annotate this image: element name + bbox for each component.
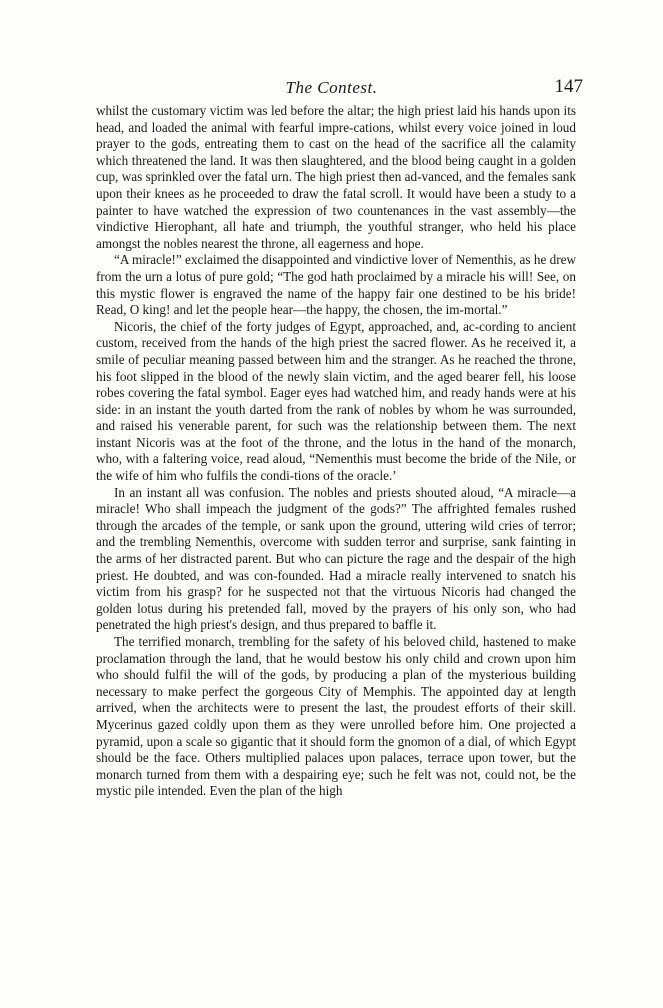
paragraph: “A miracle!” exclaimed the disappointed and vindictive lover of Nementhis, as he drew from the urn a lotus of pure gold; “The god hath proclaimed by a miracle his will! See, on this mystic flower is engraved the name of the happy fair one destined to be his bride! Read, O king! and let the people hear—the happy, the chosen, the im-mortal.” [96, 252, 576, 318]
paragraph: whilst the customary victim was led before the altar; the high priest laid his hands upon its head, and loaded the animal with fearful impre-cations, whilst every voice joined in loud prayer to the gods, entreating them to cast on the head of the sacrifice all the calamity which threatened the land. It was then slaughtered, and the blood being caught in a golden cup, was sprinkled over the fatal urn. The high priest then ad-vanced, and the females sank upon their knees as he proceeded to draw the fatal scroll. It would have been a study to a painter to have watched the expression of two countenances in the vast assembly—the vindictive Hierophant, all hate and triumph, the youthful stranger, who held his place amongst the nobles nearest the throne, all eagerness and hope. [96, 103, 576, 251]
body-text [96, 103, 576, 800]
paragraph: The terrified monarch, trembling for the safety of his beloved child, hastened to make proclamation through the land, that he would bestow his only child and crown upon him who should fulfil the will of the gods, by producing a plan of the mysterious building necessary to make perfect the gorgeous City of Memphis. The appointed day at length arrived, when the architects were to present the last, the proudest efforts of their skill. Mycerinus gazed coldly upon them as they were unrolled before him. One projected a pyramid, upon a scale so gigantic that it should form the gnomon of a dial, of which Egypt should be the face. Others multiplied palaces upon palaces, terrace upon tower, but the monarch turned from them with a despairing eye; such he felt was not, could not, be the mystic pile intended. Even the plan of the high [96, 634, 576, 799]
paragraph: In an instant all was confusion. The nobles and priests shouted aloud, “A miracle—a miracle! Who shall impeach the judgment of the gods?” The affrighted females rushed through the arcades of the temple, or sank upon the ground, uttering wild cries of terror; and the trembling Nementhis, overcome with sudden terror and surprise, sank fainting in the arms of her distracted parent. But who can picture the rage and the despair of the high priest. He doubted, and was con-founded. Had a miracle really intervened to snatch his victim from his grasp? for he suspected not that the virtuous Nicoris had changed the golden lotus during his pretended fall, moved by the prayers of his only son, who had penetrated the high priest's design, and thus prepared to baffle it. [96, 484, 576, 633]
page-number: 147 [554, 76, 583, 97]
running-title: The Contest. [285, 78, 378, 97]
paragraph: Nicoris, the chief of the forty judges of Egypt, approached, and, ac-cording to ancient custom, received from the hands of the high priest the sacred flower. As he received it, a smile of peculiar meaning passed between him and the stranger. As he reached the throne, his foot slipped in the blood of the newly slain victim, and the aged bearer fell, his loose robes covering the fatal symbol. Eager eyes had watched him, and ready hands were at his side: in an instant the youth darted from the rank of nobles by whom he was surrounded, and raised his venerable parent, for such was the relationship between them. The next instant Nicoris was at the foot of the throne, and the lotus in the hand of the monarch, who, with a faltering voice, read aloud, “Nementhis must become the bride of the Nile, or the wife of him who fulfils the condi-tions of the oracle.’ [96, 318, 576, 484]
